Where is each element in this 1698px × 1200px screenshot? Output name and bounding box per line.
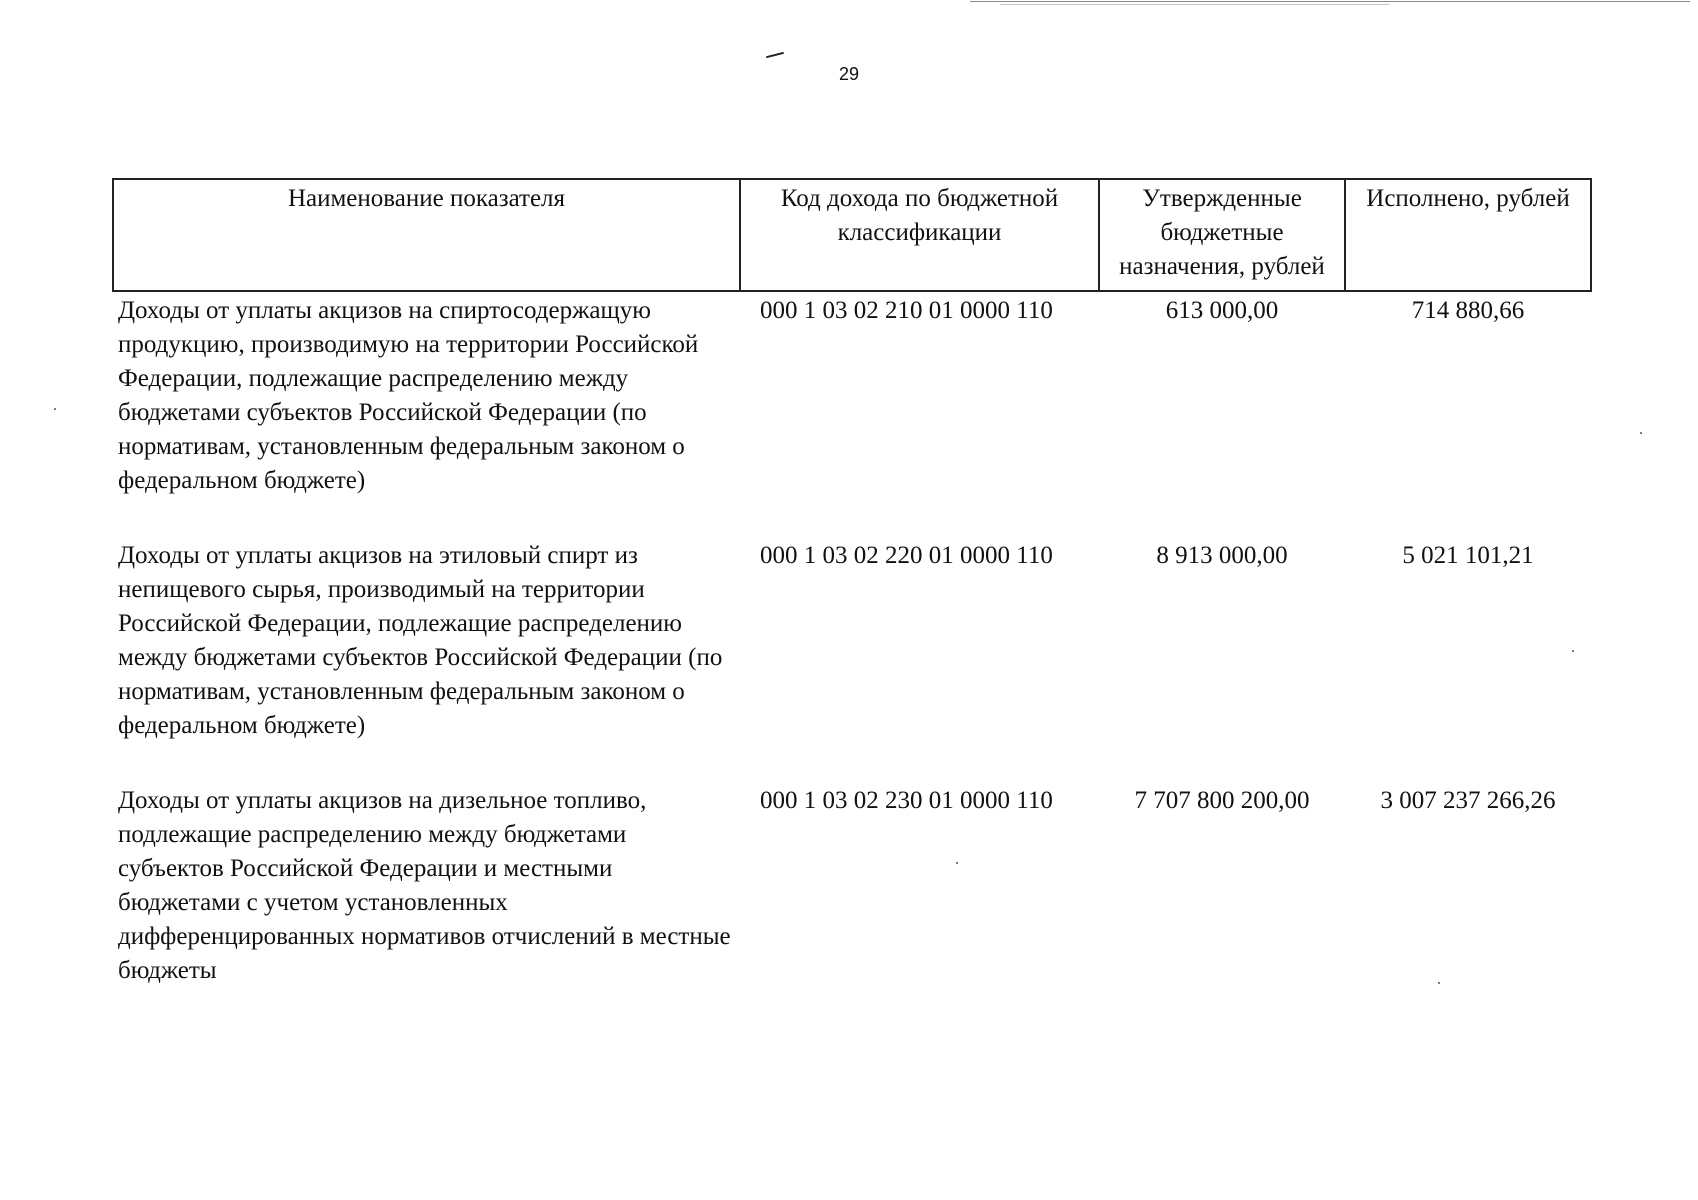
scan-speck [1572, 650, 1574, 652]
row-executed-amount: 3 007 237 266,26 [1380, 787, 1556, 814]
row-approved-amount: 7 707 800 200,00 [1134, 787, 1310, 814]
header-approved-amount: Утвержденные бюджетные назначения, рублей [1099, 179, 1345, 291]
revenue-table [112, 178, 1592, 1027]
row-income-code: 000 1 03 02 220 01 0000 110 [760, 542, 1053, 569]
table-row [113, 537, 1591, 782]
table-row [113, 782, 1591, 1027]
table-row [113, 291, 1591, 537]
row-income-code: 000 1 03 02 230 01 0000 110 [760, 787, 1053, 814]
header-executed-amount: Исполнено, рублей [1345, 179, 1591, 291]
scan-edge-line [970, 1, 1690, 2]
scan-speck [956, 862, 958, 864]
row-indicator-name: Доходы от уплаты акцизов на дизельное топливо, подлежащие распределению между бюджетами субъектов Российской Федерации и местными бюджетами с учетом установленных дифференцированных нормативов отчислений в местные бюджеты [118, 787, 731, 984]
row-approved-amount: 8 913 000,00 [1156, 542, 1288, 569]
scan-speck [54, 408, 56, 410]
scan-edge-line-faint [1000, 4, 1390, 5]
header-indicator-name: Наименование показателя [113, 179, 740, 291]
header-income-code: Код дохода по бюджетной классификации [740, 179, 1099, 291]
row-indicator-name: Доходы от уплаты акцизов на этиловый спирт из непищевого сырья, производимый на территории Российской Федерации, подлежащие распределению между бюджетами субъектов Российской Федерации (по нормативам, установленным федеральным законом о федеральном бюджете) [118, 542, 723, 739]
row-approved-amount: 613 000,00 [1165, 297, 1279, 324]
row-executed-amount: 5 021 101,21 [1402, 542, 1534, 569]
page-number: 29 [838, 64, 860, 84]
scan-speck [1640, 432, 1642, 434]
row-income-code: 000 1 03 02 210 01 0000 110 [760, 297, 1053, 324]
table-header-row [113, 179, 1591, 291]
row-executed-amount: 714 880,66 [1411, 297, 1525, 324]
scan-speck [1438, 982, 1440, 984]
pen-mark [766, 52, 784, 58]
row-indicator-name: Доходы от уплаты акцизов на спиртосодержащую продукцию, производимую на территории Российской Федерации, подлежащие распределению между бюджетами субъектов Российской Федерации (по нормативам, установленным федеральным законом о федеральном бюджете) [118, 297, 699, 494]
